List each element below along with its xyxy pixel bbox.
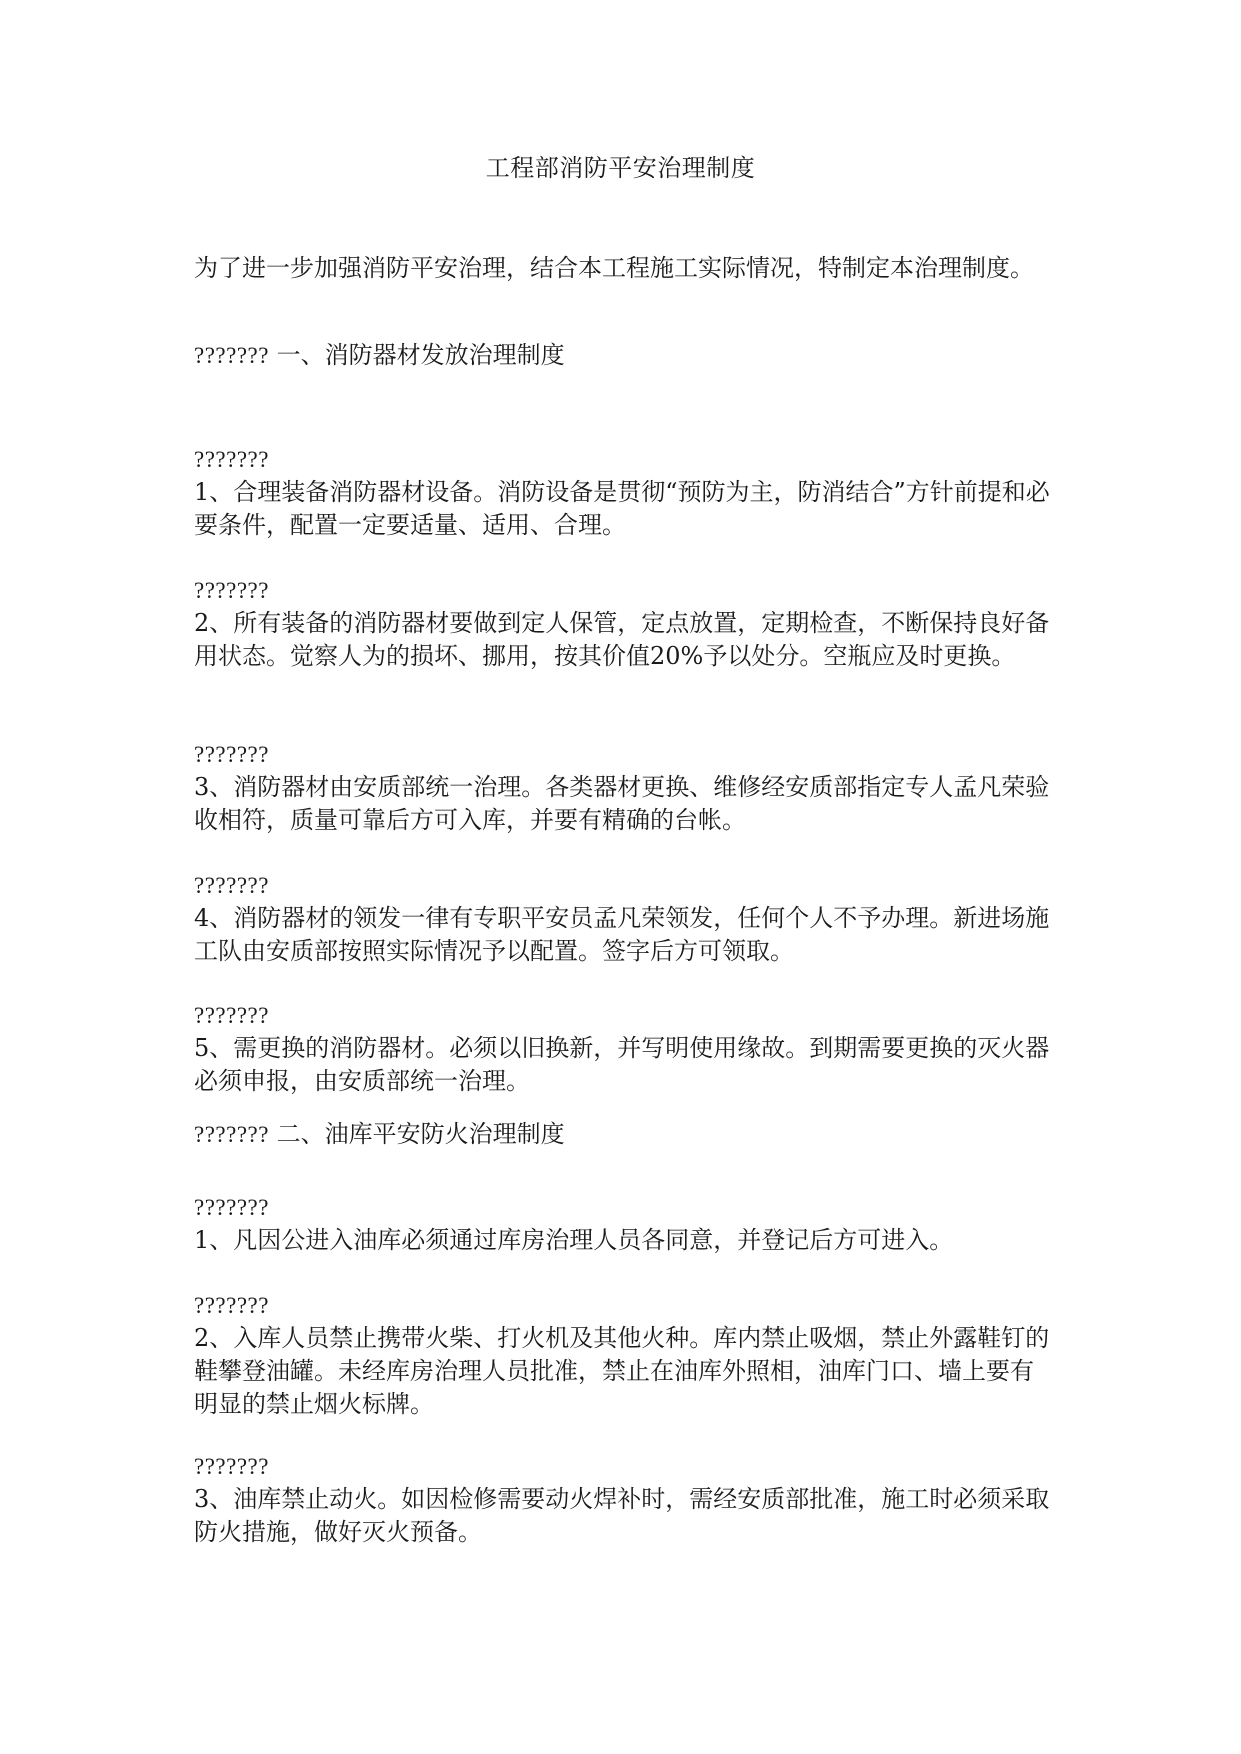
section-1-item-5 bbox=[194, 999, 1054, 1098]
item-marker: ??????? bbox=[194, 1195, 269, 1220]
item-text: 2、入库人员禁止携带火柴、打火机及其他火种。库内禁止吸烟，禁止外露鞋钉的鞋攀登油罐。未经库房治理人员批准，禁止在油库外照相，油库门口、墙上要有明显的禁止烟火标牌。 bbox=[194, 1324, 1050, 1418]
item-marker: ??????? bbox=[194, 742, 269, 767]
item-marker: ??????? bbox=[194, 873, 269, 898]
section-2-item-1 bbox=[194, 1191, 1054, 1257]
section-1-marker: ??????? bbox=[194, 343, 269, 368]
section-1-item-3 bbox=[194, 738, 1054, 837]
section-2-heading-line bbox=[194, 1118, 1054, 1151]
item-marker: ??????? bbox=[194, 1003, 269, 1028]
section-1-heading: 一、消防器材发放治理制度 bbox=[276, 341, 565, 369]
item-text: 1、凡因公进入油库必须通过库房治理人员各同意，并登记后方可进入。 bbox=[194, 1226, 954, 1254]
intro-paragraph: 为了进一步加强消防平安治理，结合本工程施工实际情况，特制定本治理制度。 bbox=[194, 254, 1034, 282]
item-text: 2、所有装备的消防器材要做到定人保管，定点放置，定期检查，不断保持良好备用状态。觉察人为的损坏、挪用，按其价值20%予以处分。空瓶应及时更换。 bbox=[194, 609, 1050, 670]
section-1-heading-line bbox=[194, 339, 1054, 372]
item-text: 4、消防器材的领发一律有专职平安员孟凡荣领发，任何个人不予办理。新进场施工队由安质部按照实际情况予以配置。签字后方可领取。 bbox=[194, 904, 1050, 965]
item-marker: ??????? bbox=[194, 1293, 269, 1318]
section-2-item-2 bbox=[194, 1289, 1054, 1421]
item-marker: ??????? bbox=[194, 578, 269, 603]
section-1-item-4 bbox=[194, 869, 1054, 968]
item-text: 3、油库禁止动火。如因检修需要动火焊补时，需经安质部批准，施工时必须采取防火措施，做好灭火预备。 bbox=[194, 1485, 1050, 1546]
item-marker: ??????? bbox=[194, 1454, 269, 1479]
section-1-item-2 bbox=[194, 574, 1054, 673]
section-1-item-1 bbox=[194, 443, 1054, 542]
section-2-item-3 bbox=[194, 1450, 1054, 1549]
item-text: 3、消防器材由安质部统一治理。各类器材更换、维修经安质部指定专人孟凡荣验收相符，质量可靠后方可入库，并要有精确的台帐。 bbox=[194, 773, 1050, 834]
item-text: 5、需更换的消防器材。必须以旧换新，并写明使用缘故。到期需要更换的灭火器必须申报，由安质部统一治理。 bbox=[194, 1034, 1050, 1095]
item-text: 1、合理装备消防器材设备。消防设备是贯彻“预防为主，防消结合”方针前提和必要条件，配置一定要适量、适用、合理。 bbox=[194, 478, 1050, 539]
section-2-marker: ??????? bbox=[194, 1122, 269, 1147]
item-marker: ??????? bbox=[194, 447, 269, 472]
document-title: 工程部消防平安治理制度 bbox=[485, 154, 756, 182]
section-2-heading: 二、油库平安防火治理制度 bbox=[276, 1120, 565, 1148]
